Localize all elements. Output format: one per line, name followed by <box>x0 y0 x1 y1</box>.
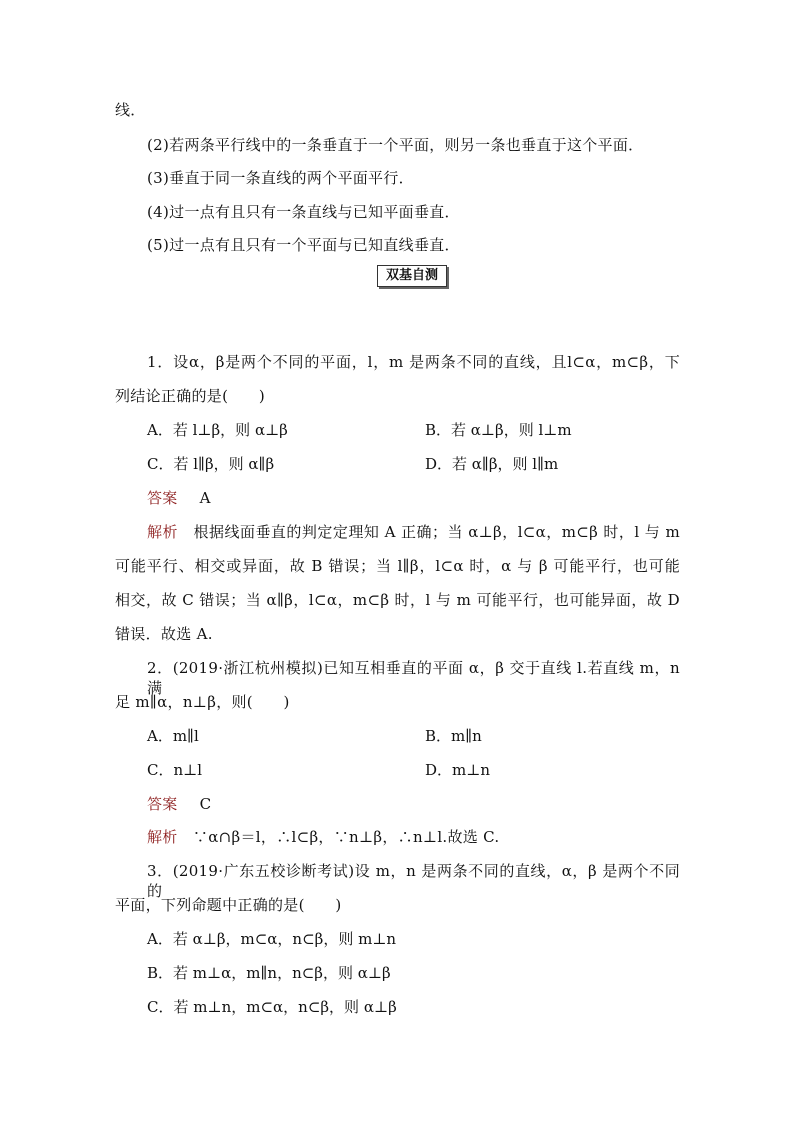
q2-option-d: D．m⊥n <box>425 761 491 779</box>
q1-option-b: B．若 α⊥β，则 l⊥m <box>425 421 572 439</box>
q1-stem-line2: 列结论正确的是( ) <box>115 387 266 405</box>
q1-analysis-line1: 解析 根据线面垂直的判定定理知 A 正确；当 α⊥β，l⊂α，m⊂β 时，l 与 m <box>147 523 680 541</box>
q3-option-a: A．若 α⊥β，m⊂α，n⊂β，则 m⊥n <box>147 930 397 948</box>
q2-option-a: A．m∥l <box>147 727 199 745</box>
q2-analysis-row: 解析 ∵α∩β＝l，∴l⊂β，∵n⊥β，∴n⊥l.故选 C. <box>147 828 500 846</box>
q1-option-a: A．若 l⊥β，则 α⊥β <box>147 421 288 439</box>
q1-option-c: C．若 l∥β，则 α∥β <box>147 455 275 473</box>
analysis-label: 解析 <box>147 523 178 541</box>
q2-option-c: C．n⊥l <box>147 761 203 779</box>
intro-line-end: 线． <box>115 101 146 119</box>
q2-option-b: B．m∥n <box>425 727 482 745</box>
theorem-5: (5)过一点有且只有一个平面与已知直线垂直． <box>147 236 460 254</box>
q2-answer: C <box>199 795 212 813</box>
answer-label: 答案 <box>147 795 178 813</box>
q1-analysis-line3: 相交，故 C 错误；当 α∥β，l⊂α，m⊂β 时，l 与 m 可能平行，也可能异面，故 D <box>115 591 680 609</box>
theorem-2: (2)若两条平行线中的一条垂直于一个平面，则另一条也垂直于这个平面． <box>147 136 644 154</box>
q3-stem-line1: 3．(2019·广东五校诊断考试)设 m，n 是两条不同的直线，α，β 是两个不同的 <box>147 862 680 900</box>
analysis-label: 解析 <box>147 828 178 846</box>
theorem-4: (4)过一点有且只有一条直线与已知平面垂直． <box>147 203 460 221</box>
q2-stem-line1: 2．(2019·浙江杭州模拟)已知互相垂直的平面 α，β 交于直线 l.若直线 m，n 满 <box>147 659 680 697</box>
q2-stem-line2: 足 m∥α，n⊥β，则( ) <box>115 693 290 711</box>
q3-option-b: B．若 m⊥α，m∥n，n⊂β，则 α⊥β <box>147 964 391 982</box>
q1-option-d: D．若 α∥β，则 l∥m <box>425 455 559 473</box>
q1-answer-row <box>147 488 211 508</box>
q1-answer: A <box>199 489 211 507</box>
answer-label: 答案 <box>147 489 178 507</box>
q1-stem-line1: 1．设α，β是两个不同的平面，l，m 是两条不同的直线，且l⊂α，m⊂β，下 <box>147 353 680 371</box>
q1-analysis-line4: 错误．故选 A. <box>115 625 213 643</box>
theorem-3: (3)垂直于同一条直线的两个平面平行． <box>147 169 414 187</box>
q3-stem-line2: 平面，下列命题中正确的是( ) <box>115 896 342 914</box>
section-badge: 双基自测 <box>377 265 447 287</box>
q3-option-c: C．若 m⊥n，m⊂α，n⊂β，则 α⊥β <box>147 998 397 1016</box>
q1-analysis-line2: 可能平行、相交或异面，故 B 错误；当 l∥β，l⊂α 时，α 与 β 可能平行，也可能 <box>115 557 680 575</box>
q2-answer-row <box>147 794 211 814</box>
